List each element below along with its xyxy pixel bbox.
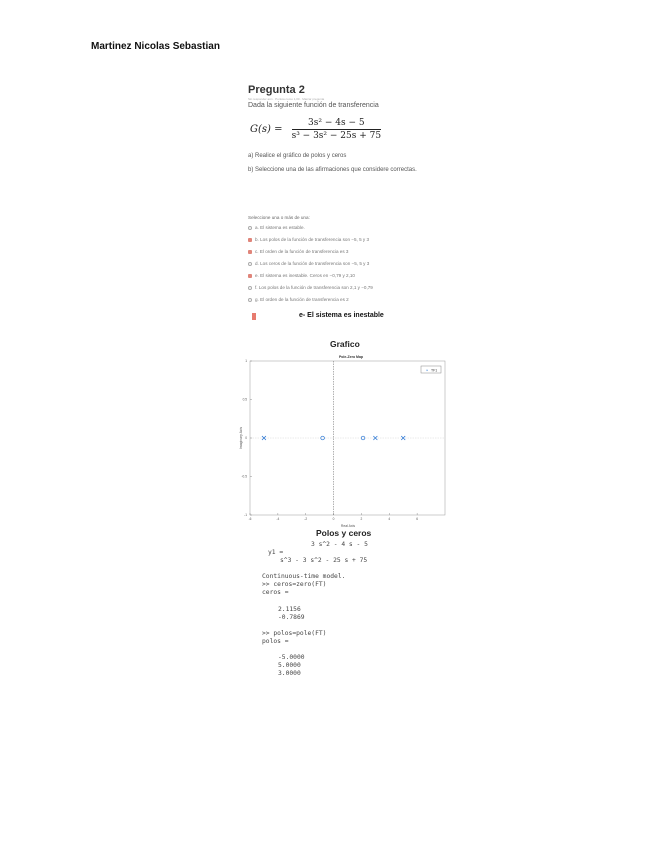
tf-label: y1 =: [268, 549, 284, 557]
pole-value: -5.0000: [278, 653, 305, 661]
selected-answer: e- El sistema es inestable: [299, 312, 384, 319]
option-item[interactable]: [248, 225, 305, 230]
formula-denominator: s³ − 3s² − 25s + 75: [291, 131, 382, 141]
formula-numerator: 3s² − 4s − 5: [292, 118, 382, 130]
author-name: Martinez Nicolas Sebastian: [91, 41, 220, 52]
zero-label: ceros =: [262, 589, 289, 597]
option-item[interactable]: [248, 297, 349, 302]
y-axis-label: Imaginary Axis: [239, 426, 243, 450]
tf-numerator: 3 s^2 - 4 s - 5: [311, 541, 368, 548]
model-text: Continuous-time model.: [262, 573, 346, 581]
radio-icon[interactable]: [248, 298, 252, 302]
grafico-heading: Grafico: [330, 339, 360, 349]
option-item[interactable]: [248, 261, 369, 266]
question-prompt: Dada la siguiente función de transferencia: [248, 102, 379, 109]
radio-icon[interactable]: [248, 226, 252, 230]
zero-value: 2.1156: [278, 605, 301, 613]
x-tick-label: -6: [248, 517, 252, 521]
transfer-function-formula: [250, 118, 381, 141]
pole-value: 5.0000: [278, 662, 301, 670]
option-item[interactable]: [248, 273, 355, 278]
pole-value: 3.0000: [278, 670, 301, 678]
option-label: c. El orden de la función de transferencia es 3: [255, 249, 349, 254]
answer-marker: [252, 313, 256, 320]
question-item-b: b) Seleccione una de las afirmaciones que considere correctas.: [248, 167, 417, 173]
options-heading: Seleccione una o más de una:: [248, 215, 310, 220]
radio-icon[interactable]: [248, 286, 252, 290]
tf-denominator: s^3 - 3 s^2 - 25 s + 75: [280, 557, 368, 565]
checked-icon[interactable]: [248, 250, 252, 254]
option-label: e. El sistema es inestable. Ceros en −0,79 y 2,10: [255, 273, 355, 278]
zero-values: [278, 606, 368, 622]
cmd-zero: >> ceros=zero(FT): [262, 581, 327, 589]
pole-values: [278, 654, 368, 678]
option-item[interactable]: [248, 285, 373, 290]
y-tick-label: 0.5: [242, 397, 247, 402]
x-tick-label: 2: [360, 517, 363, 521]
legend-label: TF1: [431, 368, 438, 373]
question-title: Pregunta 2: [248, 84, 305, 96]
y-tick-label: -0.5: [241, 474, 247, 479]
pole-label: polos =: [262, 637, 289, 645]
option-label: b. Los polos de la función de transferencia son −5, 5 y 3: [255, 237, 370, 242]
matlab-output: [262, 541, 368, 678]
option-label: g. El orden de la función de transferencia es 2: [255, 297, 349, 302]
formula-lhs: G(s) =: [250, 124, 283, 135]
question-item-a: a) Realice el gráfico de polos y ceros: [248, 153, 347, 159]
x-tick-label: 0: [332, 517, 335, 521]
y-tick-label: -1: [244, 513, 247, 518]
x-tick-label: 4: [388, 517, 391, 521]
cmd-pole: >> polos=pole(FT): [262, 629, 327, 637]
x-tick-label: 6: [416, 517, 419, 521]
checked-icon[interactable]: [248, 238, 252, 242]
x-tick-label: -2: [304, 517, 308, 521]
y-tick-label: 1: [245, 359, 247, 364]
plot-title: Pole-Zero Map: [338, 355, 364, 359]
polos-heading: Polos y ceros: [316, 528, 372, 538]
question-meta: Sin responder aún · Puntúa como 1,00 · Marcar pregunta: [248, 97, 325, 101]
x-tick-label: -4: [276, 517, 280, 521]
checked-icon[interactable]: [248, 274, 252, 278]
plot-axes: [242, 359, 446, 521]
zero-value: -0.7869: [278, 613, 305, 621]
radio-icon[interactable]: [248, 262, 252, 266]
legend-marker: ×: [426, 368, 429, 373]
option-item[interactable]: [248, 249, 348, 254]
option-label: a. El sistema es estable.: [255, 225, 305, 230]
option-label: d. Los ceros de la función de transferencia son −5, 5 y 3: [255, 261, 370, 266]
x-axis-label: Real Axis: [340, 524, 356, 528]
pole-marker: [401, 436, 405, 440]
pole-zero-plot: [228, 350, 453, 530]
y-tick-label: 0: [245, 436, 247, 441]
option-item[interactable]: [248, 237, 369, 242]
formula-fraction: [292, 118, 382, 141]
option-label: f. Los polos de la función de transferencia son 2,1 y −0,79: [255, 285, 373, 290]
